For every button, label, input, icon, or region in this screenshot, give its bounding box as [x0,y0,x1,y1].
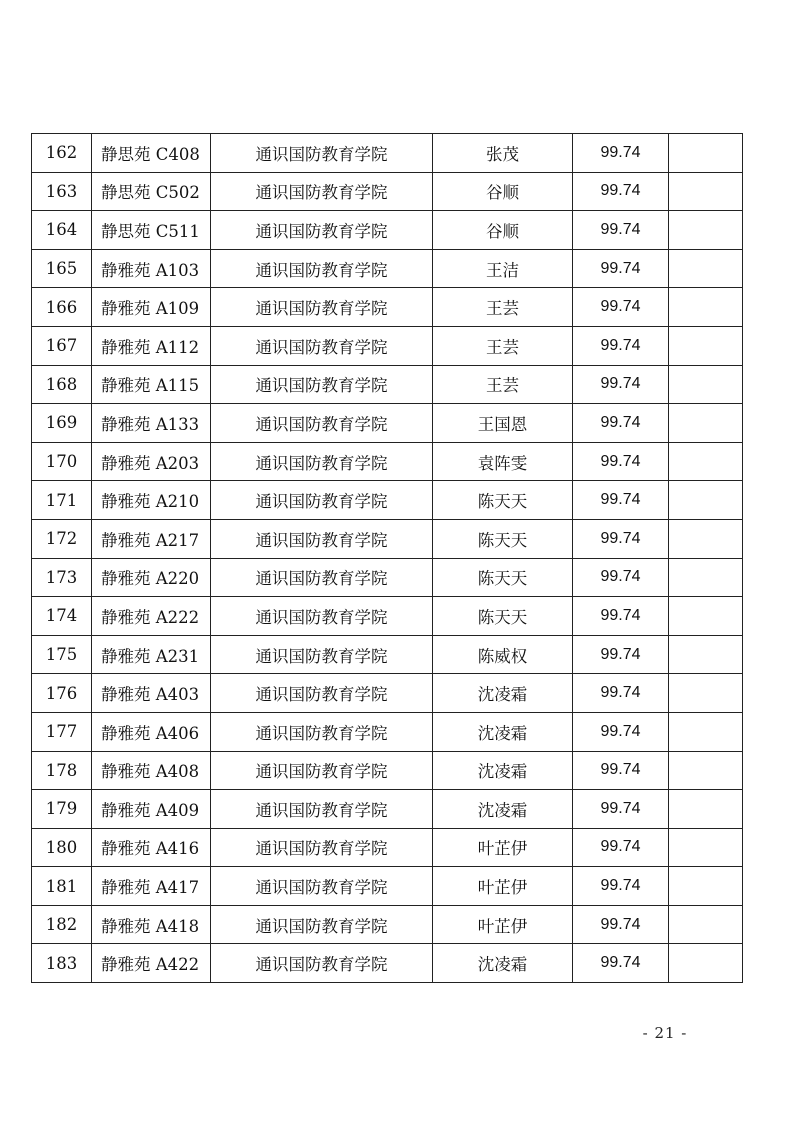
table-body [32,134,743,983]
cell-room: 静雅苑 A210 [92,481,211,520]
cell-room: 静思苑 C511 [92,211,211,250]
cell-note [669,288,743,327]
cell-room: 静雅苑 A133 [92,404,211,443]
cell-note [669,712,743,751]
cell-room: 静雅苑 A409 [92,790,211,829]
cell-name: 陈天天 [433,519,573,558]
table-row [32,712,743,751]
cell-note [669,481,743,520]
cell-score: 99.74 [573,249,669,288]
cell-name: 陈天天 [433,597,573,636]
cell-room: 静雅苑 A115 [92,365,211,404]
cell-room: 静雅苑 A112 [92,326,211,365]
cell-name: 陈天天 [433,481,573,520]
cell-number: 182 [32,905,92,944]
cell-room: 静雅苑 A416 [92,828,211,867]
cell-number: 172 [32,519,92,558]
cell-note [669,211,743,250]
cell-name: 沈凌霜 [433,674,573,713]
dormitory-score-table [31,133,743,983]
cell-room: 静雅苑 A220 [92,558,211,597]
cell-score: 99.74 [573,674,669,713]
cell-number: 171 [32,481,92,520]
cell-note [669,326,743,365]
cell-number: 166 [32,288,92,327]
cell-note [669,558,743,597]
table-row [32,751,743,790]
cell-score: 99.74 [573,481,669,520]
cell-name: 王芸 [433,288,573,327]
cell-room: 静雅苑 A417 [92,867,211,906]
cell-room: 静思苑 C502 [92,172,211,211]
cell-number: 175 [32,635,92,674]
table-row [32,635,743,674]
cell-number: 165 [32,249,92,288]
cell-number: 162 [32,134,92,173]
cell-number: 180 [32,828,92,867]
cell-college: 通识国防教育学院 [211,905,433,944]
table-row [32,404,743,443]
cell-note [669,519,743,558]
cell-score: 99.74 [573,867,669,906]
cell-note [669,597,743,636]
table-row [32,905,743,944]
cell-note [669,365,743,404]
table-row [32,249,743,288]
table-row [32,442,743,481]
cell-name: 陈天天 [433,558,573,597]
cell-name: 沈凌霜 [433,944,573,983]
cell-score: 99.74 [573,751,669,790]
cell-note [669,905,743,944]
cell-college: 通识国防教育学院 [211,597,433,636]
cell-name: 袁阵雯 [433,442,573,481]
cell-room: 静雅苑 A408 [92,751,211,790]
cell-score: 99.74 [573,944,669,983]
cell-score: 99.74 [573,905,669,944]
cell-name: 王芸 [433,365,573,404]
cell-score: 99.74 [573,635,669,674]
cell-name: 谷顺 [433,172,573,211]
cell-score: 99.74 [573,211,669,250]
cell-room: 静雅苑 A406 [92,712,211,751]
table-row [32,326,743,365]
cell-note [669,867,743,906]
cell-score: 99.74 [573,519,669,558]
cell-score: 99.74 [573,790,669,829]
table-row [32,211,743,250]
cell-college: 通识国防教育学院 [211,442,433,481]
cell-room: 静思苑 C408 [92,134,211,173]
cell-number: 168 [32,365,92,404]
table-row [32,519,743,558]
page-number: - 21 - [642,1024,688,1042]
table-row [32,481,743,520]
cell-name: 叶芷伊 [433,828,573,867]
table-row [32,134,743,173]
cell-room: 静雅苑 A418 [92,905,211,944]
cell-number: 176 [32,674,92,713]
cell-college: 通识国防教育学院 [211,867,433,906]
cell-number: 181 [32,867,92,906]
table-row [32,597,743,636]
cell-college: 通识国防教育学院 [211,172,433,211]
cell-note [669,828,743,867]
cell-name: 叶芷伊 [433,867,573,906]
cell-note [669,404,743,443]
cell-college: 通识国防教育学院 [211,828,433,867]
cell-note [669,635,743,674]
table-row [32,558,743,597]
cell-name: 沈凌霜 [433,790,573,829]
cell-college: 通识国防教育学院 [211,481,433,520]
cell-score: 99.74 [573,828,669,867]
cell-room: 静雅苑 A422 [92,944,211,983]
cell-college: 通识国防教育学院 [211,790,433,829]
cell-number: 167 [32,326,92,365]
cell-name: 谷顺 [433,211,573,250]
cell-college: 通识国防教育学院 [211,404,433,443]
cell-number: 169 [32,404,92,443]
table-row [32,790,743,829]
table-row [32,365,743,404]
table-row [32,288,743,327]
cell-number: 173 [32,558,92,597]
cell-score: 99.74 [573,172,669,211]
cell-name: 陈威权 [433,635,573,674]
cell-number: 174 [32,597,92,636]
cell-college: 通识国防教育学院 [211,519,433,558]
cell-number: 183 [32,944,92,983]
cell-number: 164 [32,211,92,250]
cell-room: 静雅苑 A203 [92,442,211,481]
cell-note [669,751,743,790]
cell-number: 163 [32,172,92,211]
cell-college: 通识国防教育学院 [211,558,433,597]
cell-college: 通识国防教育学院 [211,712,433,751]
table-row [32,172,743,211]
cell-score: 99.74 [573,288,669,327]
cell-note [669,944,743,983]
cell-number: 177 [32,712,92,751]
cell-college: 通识国防教育学院 [211,326,433,365]
cell-college: 通识国防教育学院 [211,944,433,983]
cell-college: 通识国防教育学院 [211,674,433,713]
cell-score: 99.74 [573,365,669,404]
table-row [32,867,743,906]
cell-note [669,172,743,211]
cell-room: 静雅苑 A231 [92,635,211,674]
cell-name: 王洁 [433,249,573,288]
cell-room: 静雅苑 A109 [92,288,211,327]
cell-note [669,674,743,713]
cell-score: 99.74 [573,712,669,751]
cell-score: 99.74 [573,597,669,636]
cell-college: 通识国防教育学院 [211,365,433,404]
cell-name: 沈凌霜 [433,712,573,751]
cell-college: 通识国防教育学院 [211,288,433,327]
cell-score: 99.74 [573,326,669,365]
cell-name: 沈凌霜 [433,751,573,790]
cell-score: 99.74 [573,442,669,481]
table-row [32,828,743,867]
cell-number: 179 [32,790,92,829]
cell-number: 170 [32,442,92,481]
cell-note [669,134,743,173]
table-row [32,674,743,713]
cell-name: 叶芷伊 [433,905,573,944]
cell-number: 178 [32,751,92,790]
cell-score: 99.74 [573,134,669,173]
cell-note [669,790,743,829]
cell-name: 张茂 [433,134,573,173]
cell-college: 通识国防教育学院 [211,134,433,173]
cell-college: 通识国防教育学院 [211,249,433,288]
cell-room: 静雅苑 A217 [92,519,211,558]
cell-room: 静雅苑 A403 [92,674,211,713]
cell-score: 99.74 [573,404,669,443]
cell-name: 王国恩 [433,404,573,443]
cell-college: 通识国防教育学院 [211,211,433,250]
cell-note [669,442,743,481]
table-row [32,944,743,983]
cell-room: 静雅苑 A222 [92,597,211,636]
cell-score: 99.74 [573,558,669,597]
cell-college: 通识国防教育学院 [211,751,433,790]
cell-college: 通识国防教育学院 [211,635,433,674]
cell-name: 王芸 [433,326,573,365]
cell-room: 静雅苑 A103 [92,249,211,288]
cell-note [669,249,743,288]
